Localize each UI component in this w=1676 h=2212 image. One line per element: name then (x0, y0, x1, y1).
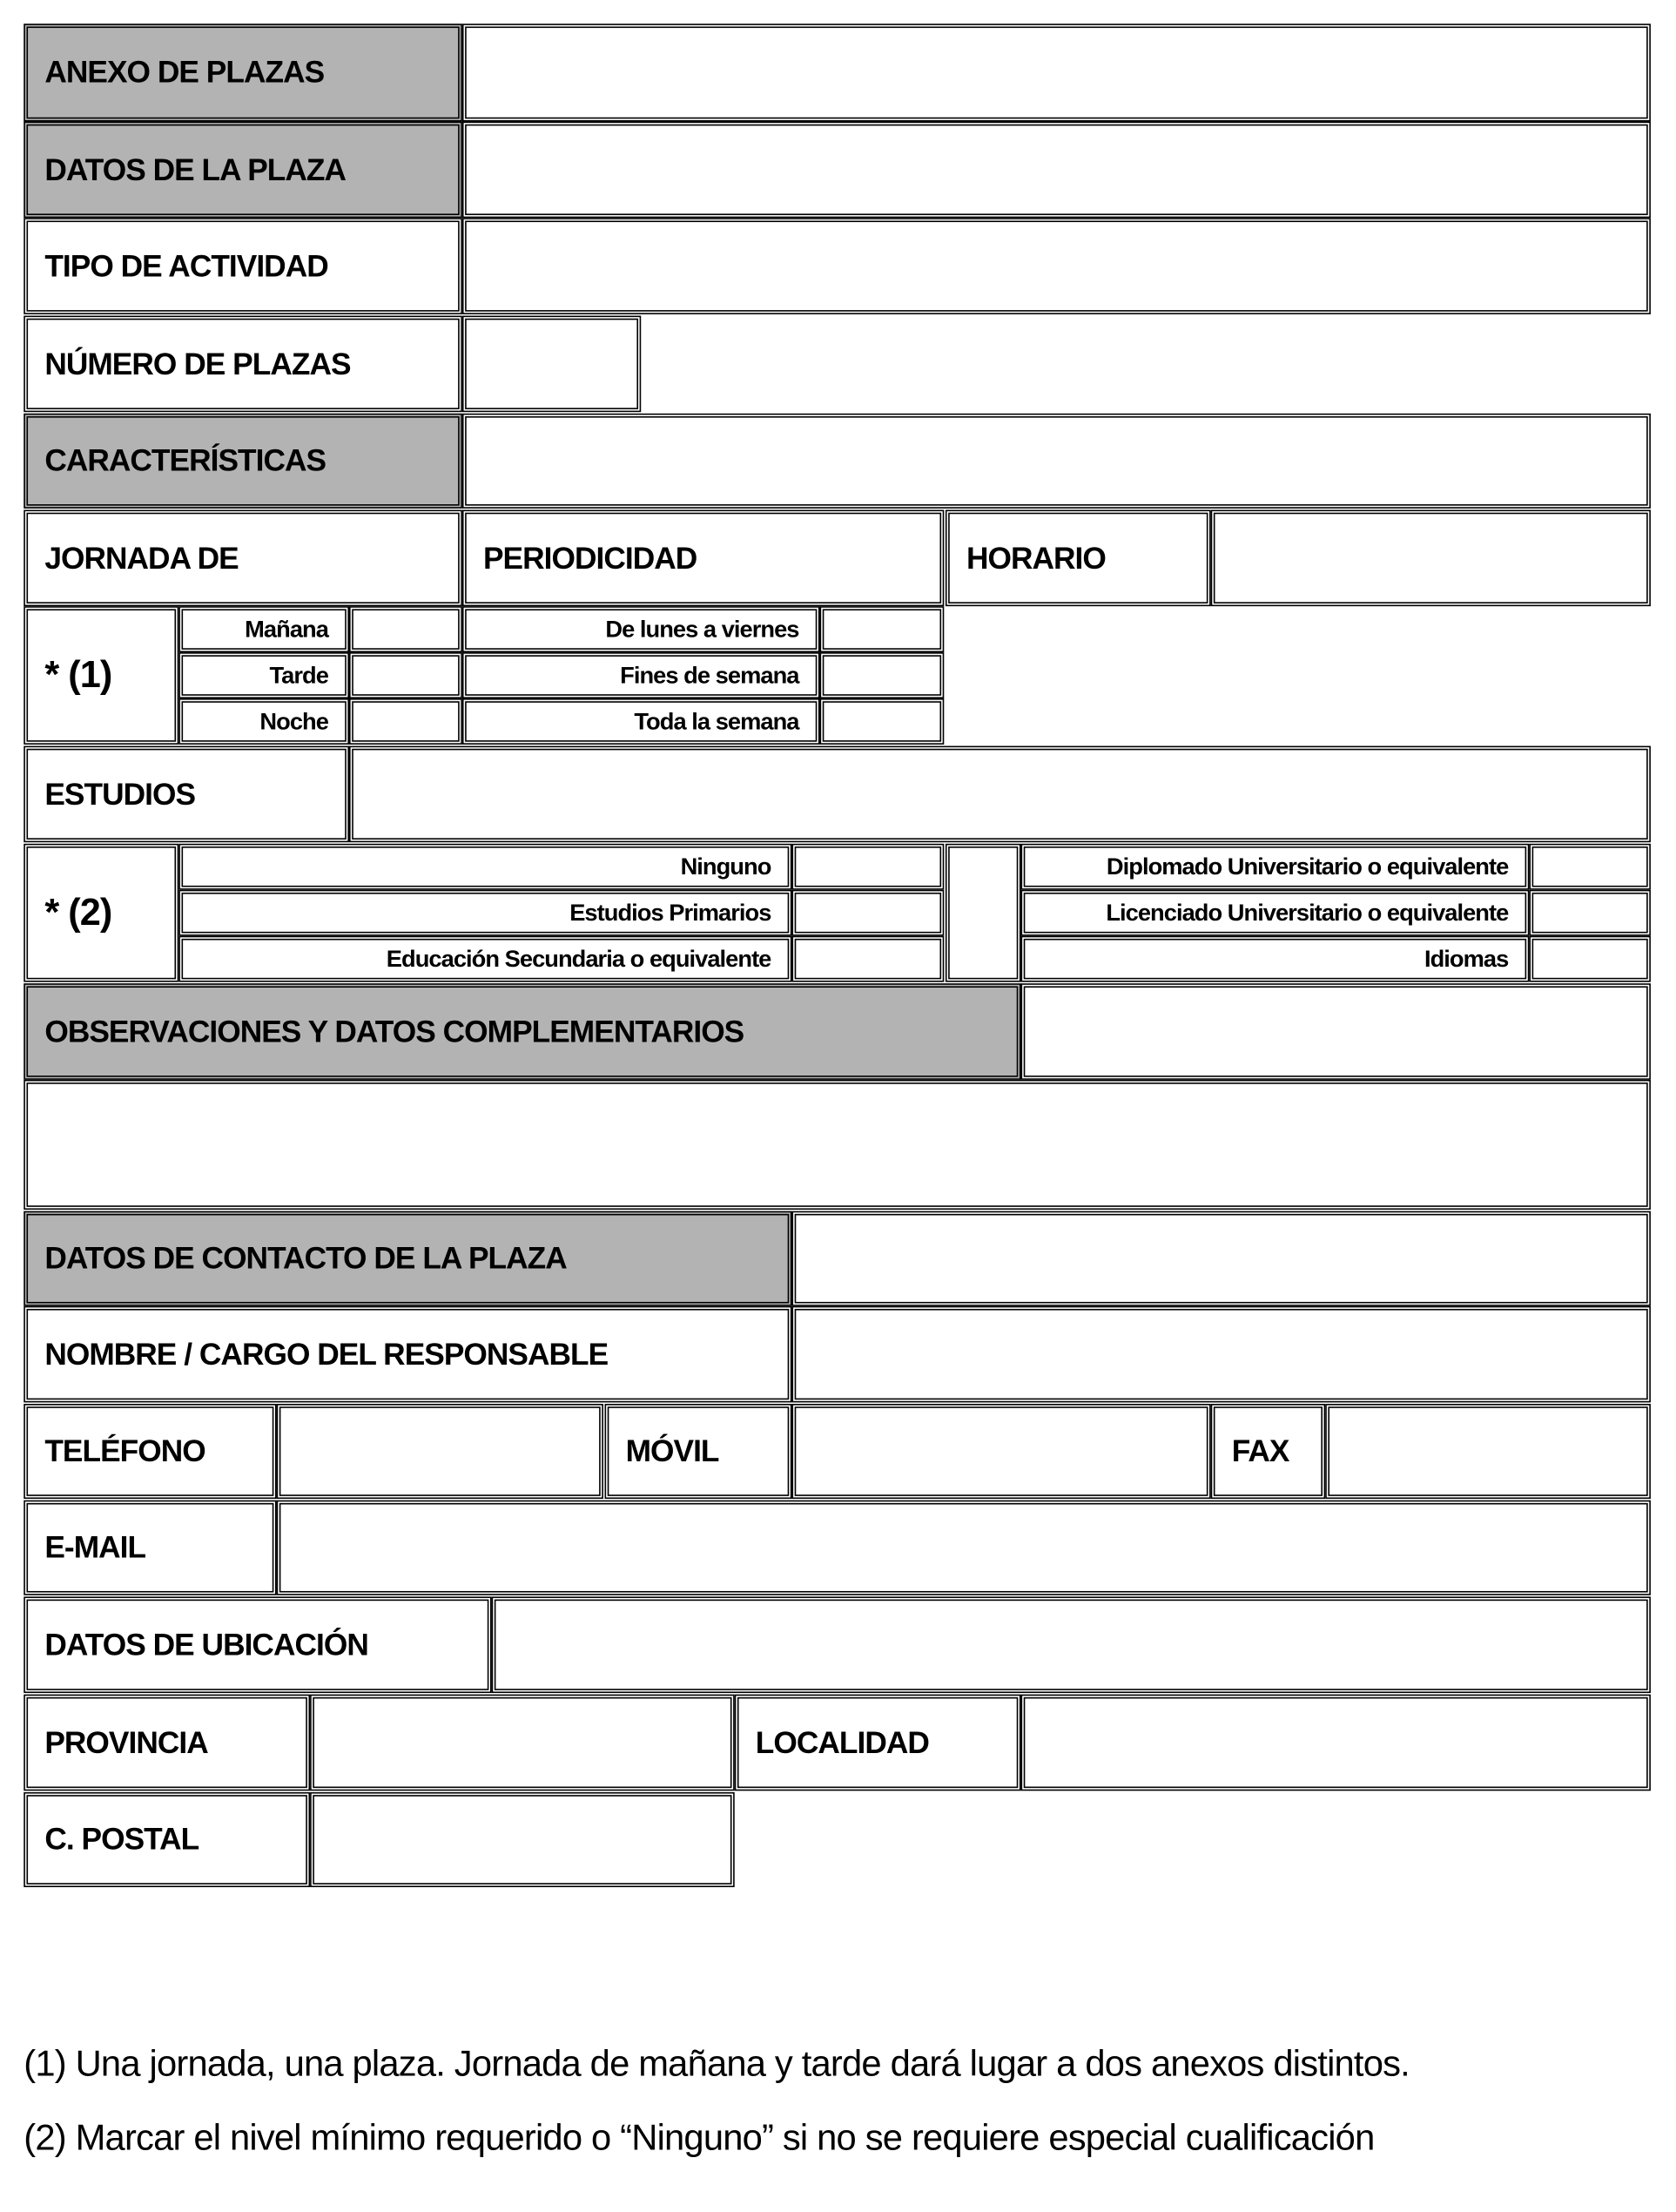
fax-field[interactable] (1325, 1404, 1651, 1499)
fines-semana-label: Fines de semana (462, 652, 820, 698)
datos-plaza-field[interactable] (462, 122, 1651, 219)
jornada-label: JORNADA DE (24, 509, 462, 606)
secundaria-checkbox[interactable] (791, 936, 944, 982)
licenciado-label: Licenciado Universitario o equivalente (1021, 890, 1530, 936)
observaciones-field[interactable] (24, 1080, 1651, 1210)
responsable-label: NOMBRE / CARGO DEL RESPONSABLE (24, 1306, 791, 1403)
noche-checkbox[interactable] (349, 698, 462, 745)
primarios-label: Estudios Primarios (178, 890, 791, 936)
ubicacion-field[interactable] (492, 1596, 1651, 1693)
tarde-label: Tarde (178, 652, 349, 698)
noche-label: Noche (178, 698, 349, 745)
fines-semana-checkbox[interactable] (820, 652, 945, 698)
telefono-label: TELÉFONO (24, 1404, 276, 1499)
horario-field[interactable] (1211, 509, 1651, 606)
email-field[interactable] (277, 1501, 1651, 1595)
telefono-field[interactable] (277, 1404, 603, 1499)
periodicidad-label: PERIODICIDAD (462, 509, 944, 606)
contacto-field[interactable] (791, 1211, 1650, 1306)
ubicacion-label: DATOS DE UBICACIÓN (24, 1596, 491, 1693)
anexo-field[interactable] (462, 24, 1651, 121)
provincia-label: PROVINCIA (24, 1695, 310, 1791)
tipo-actividad-label: TIPO DE ACTIVIDAD (24, 218, 462, 314)
caracteristicas-label: CARACTERÍSTICAS (24, 414, 462, 509)
ref1-label: * (1) (24, 606, 178, 745)
cpostal-field[interactable] (310, 1792, 735, 1887)
fax-label: FAX (1211, 1404, 1326, 1499)
ninguno-label: Ninguno (178, 844, 791, 890)
observaciones-label: OBSERVACIONES Y DATOS COMPLEMENTARIOS (24, 983, 1020, 1080)
lunes-viernes-checkbox[interactable] (820, 606, 945, 652)
footnote-1: (1) Una jornada, una plaza. Jornada de mañana y tarde dará lugar a dos anexos distintos. (24, 2042, 1410, 2085)
ninguno-checkbox[interactable] (791, 844, 944, 890)
caracteristicas-field[interactable] (462, 414, 1651, 509)
ref2-label: * (2) (24, 844, 178, 982)
tipo-actividad-field[interactable] (462, 218, 1651, 314)
movil-field[interactable] (791, 1404, 1210, 1499)
localidad-field[interactable] (1021, 1695, 1651, 1791)
contacto-label: DATOS DE CONTACTO DE LA PLAZA (24, 1211, 791, 1306)
estudios-label: ESTUDIOS (24, 746, 349, 843)
spacer-cell (946, 844, 1021, 982)
localidad-label: LOCALIDAD (735, 1695, 1021, 1791)
datos-plaza-label: DATOS DE LA PLAZA (24, 122, 462, 219)
secundaria-label: Educación Secundaria o equivalente (178, 936, 791, 982)
lunes-viernes-label: De lunes a viernes (462, 606, 820, 652)
diplomado-checkbox[interactable] (1529, 844, 1651, 890)
estudios-field[interactable] (349, 746, 1651, 843)
movil-label: MÓVIL (605, 1404, 792, 1499)
anexo-label: ANEXO DE PLAZAS (24, 24, 462, 121)
manana-checkbox[interactable] (349, 606, 462, 652)
primarios-checkbox[interactable] (791, 890, 944, 936)
toda-semana-checkbox[interactable] (820, 698, 945, 745)
numero-plazas-field[interactable] (462, 316, 641, 413)
idiomas-checkbox[interactable] (1529, 936, 1651, 982)
responsable-field[interactable] (791, 1306, 1650, 1403)
idiomas-label: Idiomas (1021, 936, 1530, 982)
email-label: E-MAIL (24, 1501, 276, 1595)
numero-plazas-label: NÚMERO DE PLAZAS (24, 316, 462, 413)
footnote-2: (2) Marcar el nivel mínimo requerido o “Ninguno” si no se requiere especial cualificación (24, 2116, 1375, 2159)
provincia-field[interactable] (310, 1695, 735, 1791)
cpostal-label: C. POSTAL (24, 1792, 310, 1887)
tarde-checkbox[interactable] (349, 652, 462, 698)
horario-label: HORARIO (946, 509, 1211, 606)
toda-semana-label: Toda la semana (462, 698, 820, 745)
diplomado-label: Diplomado Universitario o equivalente (1021, 844, 1530, 890)
manana-label: Mañana (178, 606, 349, 652)
observaciones-header-field[interactable] (1021, 983, 1651, 1080)
licenciado-checkbox[interactable] (1529, 890, 1651, 936)
